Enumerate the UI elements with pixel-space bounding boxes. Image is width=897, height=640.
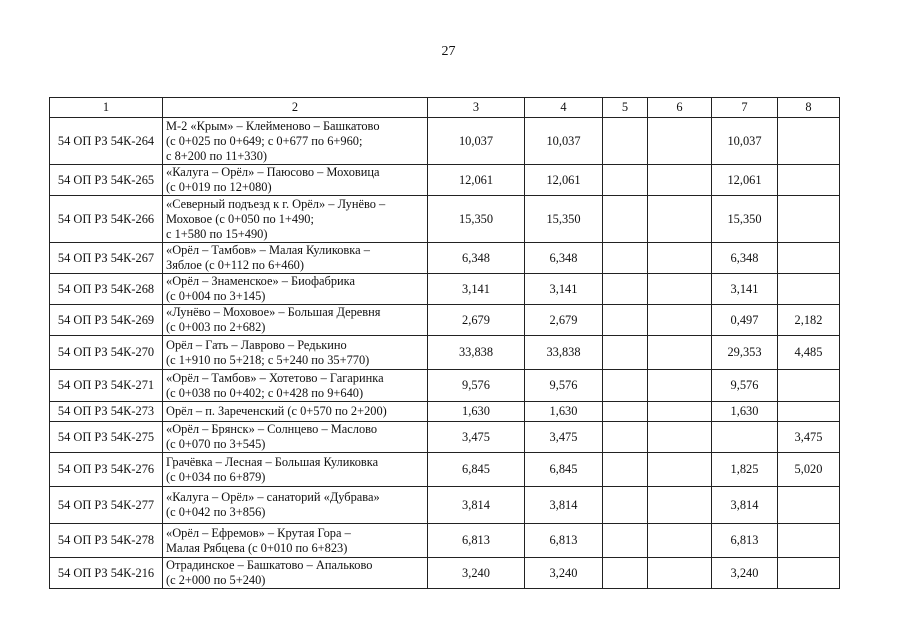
table-row (50, 165, 840, 196)
value-cell-c6 (648, 196, 712, 243)
road-name-line: Малая Рябцева (с 0+010 по 6+823) (166, 540, 348, 555)
value-cell-c4: 6,813 (525, 524, 603, 558)
value-cell-c7: 9,576 (712, 370, 778, 402)
value-cell-c4: 2,679 (525, 305, 603, 336)
table-row (50, 243, 840, 274)
value-cell-c7: 29,353 (712, 336, 778, 370)
value-cell-c6 (648, 305, 712, 336)
road-name-line: Моховое (с 0+050 по 1+490; (166, 211, 314, 226)
road-name-line: (с 0+070 по 3+545) (166, 437, 266, 451)
road-name-cell (163, 196, 428, 243)
road-name-line: (с 2+000 по 5+240) (166, 573, 266, 587)
value-cell-c5 (603, 370, 648, 402)
value-cell-c3: 3,475 (428, 422, 525, 453)
road-name-line: М-2 «Крым» – Клейменово – Башкатово (166, 118, 380, 133)
road-name-cell (163, 558, 428, 589)
road-code-cell: 54 ОП РЗ 54К-268 (50, 274, 163, 305)
value-cell-c7: 1,630 (712, 402, 778, 422)
road-name-cell (163, 274, 428, 305)
value-cell-c5 (603, 243, 648, 274)
value-cell-c8 (778, 243, 840, 274)
road-name-line: Зяблое (с 0+112 по 6+460) (166, 258, 304, 272)
road-code-cell: 54 ОП РЗ 54К-264 (50, 118, 163, 165)
road-name-line: Грачёвка – Лесная – Большая Куликовка (166, 454, 379, 469)
value-cell-c3: 3,141 (428, 274, 525, 305)
value-cell-c4: 10,037 (525, 118, 603, 165)
road-name-line: (с 0+025 по 0+649; с 0+677 по 6+960; (166, 133, 363, 148)
value-cell-c5 (603, 422, 648, 453)
column-header: 1 (50, 98, 163, 118)
road-name-line: с 8+200 по 11+330) (166, 148, 268, 163)
value-cell-c7: 10,037 (712, 118, 778, 165)
value-cell-c6 (648, 422, 712, 453)
value-cell-c5 (603, 558, 648, 589)
value-cell-c3: 9,576 (428, 370, 525, 402)
value-cell-c8 (778, 165, 840, 196)
table-row (50, 487, 840, 524)
table-row (50, 524, 840, 558)
road-name-line: «Орёл – Брянск» – Солнцево – Маслово (166, 422, 378, 436)
column-header: 3 (428, 98, 525, 118)
road-name-line: Отрадинское – Башкатово – Апальково (166, 558, 373, 572)
road-name-cell (163, 453, 428, 487)
value-cell-c6 (648, 487, 712, 524)
road-name-cell (163, 487, 428, 524)
road-name-line: «Орёл – Знаменское» – Биофабрика (166, 274, 355, 288)
value-cell-c5 (603, 336, 648, 370)
value-cell-c6 (648, 274, 712, 305)
road-name-line: (с 0+003 по 2+682) (166, 320, 266, 334)
value-cell-c6 (648, 243, 712, 274)
value-cell-c6 (648, 402, 712, 422)
value-cell-c8 (778, 118, 840, 165)
table-row (50, 422, 840, 453)
value-cell-c6 (648, 558, 712, 589)
road-code-cell: 54 ОП РЗ 54К-276 (50, 453, 163, 487)
value-cell-c3: 10,037 (428, 118, 525, 165)
value-cell-c4: 3,240 (525, 558, 603, 589)
value-cell-c3: 6,348 (428, 243, 525, 274)
value-cell-c4: 3,475 (525, 422, 603, 453)
road-code-cell: 54 ОП РЗ 54К-277 (50, 487, 163, 524)
column-header: 8 (778, 98, 840, 118)
value-cell-c8 (778, 487, 840, 524)
value-cell-c5 (603, 402, 648, 422)
table-row (50, 274, 840, 305)
header-row (50, 98, 840, 118)
road-name-line: (с 0+019 по 12+080) (166, 180, 272, 194)
value-cell-c7: 3,141 (712, 274, 778, 305)
table-row (50, 402, 840, 422)
value-cell-c8: 3,475 (778, 422, 840, 453)
value-cell-c3: 6,845 (428, 453, 525, 487)
road-name-line: (с 0+004 по 3+145) (166, 289, 266, 303)
table-row (50, 305, 840, 336)
value-cell-c6 (648, 453, 712, 487)
value-cell-c5 (603, 196, 648, 243)
value-cell-c3: 15,350 (428, 196, 525, 243)
table-row (50, 558, 840, 589)
table-row (50, 370, 840, 402)
column-header: 6 (648, 98, 712, 118)
road-name-line: «Орёл – Тамбов» – Малая Куликовка – (166, 243, 370, 257)
value-cell-c3: 12,061 (428, 165, 525, 196)
page-number: 27 (441, 44, 456, 59)
value-cell-c7: 12,061 (712, 165, 778, 196)
column-header: 7 (712, 98, 778, 118)
value-cell-c4: 12,061 (525, 165, 603, 196)
road-name-cell (163, 336, 428, 370)
value-cell-c7: 3,814 (712, 487, 778, 524)
roads-table (49, 97, 840, 589)
value-cell-c7: 6,348 (712, 243, 778, 274)
value-cell-c5 (603, 487, 648, 524)
road-name-cell (163, 165, 428, 196)
road-code-cell: 54 ОП РЗ 54К-269 (50, 305, 163, 336)
value-cell-c7: 3,240 (712, 558, 778, 589)
road-code-cell: 54 ОП РЗ 54К-270 (50, 336, 163, 370)
road-name-cell (163, 305, 428, 336)
road-name-cell (163, 243, 428, 274)
value-cell-c5 (603, 118, 648, 165)
value-cell-c8: 2,182 (778, 305, 840, 336)
value-cell-c8 (778, 558, 840, 589)
value-cell-c7 (712, 422, 778, 453)
table-row (50, 453, 840, 487)
value-cell-c5 (603, 453, 648, 487)
value-cell-c8 (778, 402, 840, 422)
road-name-line: «Лунёво – Моховое» – Большая Деревня (166, 305, 381, 319)
value-cell-c7: 6,813 (712, 524, 778, 558)
value-cell-c8 (778, 524, 840, 558)
value-cell-c3: 2,679 (428, 305, 525, 336)
road-code-cell: 54 ОП РЗ 54К-271 (50, 370, 163, 402)
value-cell-c4: 6,845 (525, 453, 603, 487)
road-name-line: (с 0+034 по 6+879) (166, 469, 266, 484)
value-cell-c4: 15,350 (525, 196, 603, 243)
value-cell-c8 (778, 274, 840, 305)
road-code-cell: 54 ОП РЗ 54К-267 (50, 243, 163, 274)
road-name-line: с 1+580 по 15+490) (166, 226, 268, 241)
table-row (50, 196, 840, 243)
road-name-line: (с 1+910 по 5+218; с 5+240 по 35+770) (166, 352, 370, 367)
road-code-cell: 54 ОП РЗ 54К-216 (50, 558, 163, 589)
road-name-cell (163, 370, 428, 402)
value-cell-c8 (778, 196, 840, 243)
column-header: 4 (525, 98, 603, 118)
value-cell-c4: 1,630 (525, 402, 603, 422)
column-header: 5 (603, 98, 648, 118)
value-cell-c4: 6,348 (525, 243, 603, 274)
value-cell-c3: 33,838 (428, 336, 525, 370)
value-cell-c4: 3,141 (525, 274, 603, 305)
value-cell-c7: 0,497 (712, 305, 778, 336)
road-code-cell: 54 ОП РЗ 54К-265 (50, 165, 163, 196)
value-cell-c5 (603, 524, 648, 558)
road-name-cell (163, 402, 428, 422)
value-cell-c4: 3,814 (525, 487, 603, 524)
value-cell-c8: 4,485 (778, 336, 840, 370)
road-code-cell: 54 ОП РЗ 54К-275 (50, 422, 163, 453)
road-name-line: Орёл – п. Зареченский (с 0+570 по 2+200) (166, 404, 387, 418)
road-name-line: «Калуга – Орёл» – Паюсово – Моховица (166, 165, 380, 179)
road-name-cell (163, 118, 428, 165)
road-name-line: (с 0+038 по 0+402; с 0+428 по 9+640) (166, 385, 364, 400)
value-cell-c3: 3,814 (428, 487, 525, 524)
road-name-line: «Орёл – Ефремов» – Крутая Гора – (166, 525, 351, 540)
table-row (50, 336, 840, 370)
value-cell-c3: 6,813 (428, 524, 525, 558)
road-name-line: (с 0+042 по 3+856) (166, 505, 266, 519)
road-name-line: Орёл – Гать – Лаврово – Редькино (166, 337, 347, 352)
value-cell-c8: 5,020 (778, 453, 840, 487)
value-cell-c7: 15,350 (712, 196, 778, 243)
value-cell-c6 (648, 165, 712, 196)
road-code-cell: 54 ОП РЗ 54К-266 (50, 196, 163, 243)
value-cell-c4: 9,576 (525, 370, 603, 402)
value-cell-c4: 33,838 (525, 336, 603, 370)
value-cell-c3: 1,630 (428, 402, 525, 422)
value-cell-c5 (603, 165, 648, 196)
value-cell-c5 (603, 274, 648, 305)
road-name-cell (163, 422, 428, 453)
road-name-cell (163, 524, 428, 558)
road-code-cell: 54 ОП РЗ 54К-273 (50, 402, 163, 422)
value-cell-c8 (778, 370, 840, 402)
value-cell-c6 (648, 118, 712, 165)
value-cell-c7: 1,825 (712, 453, 778, 487)
value-cell-c6 (648, 336, 712, 370)
table-row (50, 118, 840, 165)
road-name-line: «Калуга – Орёл» – санаторий «Дубрава» (166, 490, 380, 504)
road-name-line: «Северный подъезд к г. Орёл» – Лунёво – (166, 196, 386, 211)
road-name-line: «Орёл – Тамбов» – Хотетово – Гагаринка (166, 370, 384, 385)
value-cell-c6 (648, 370, 712, 402)
value-cell-c3: 3,240 (428, 558, 525, 589)
value-cell-c5 (603, 305, 648, 336)
value-cell-c6 (648, 524, 712, 558)
column-header: 2 (163, 98, 428, 118)
road-code-cell: 54 ОП РЗ 54К-278 (50, 524, 163, 558)
